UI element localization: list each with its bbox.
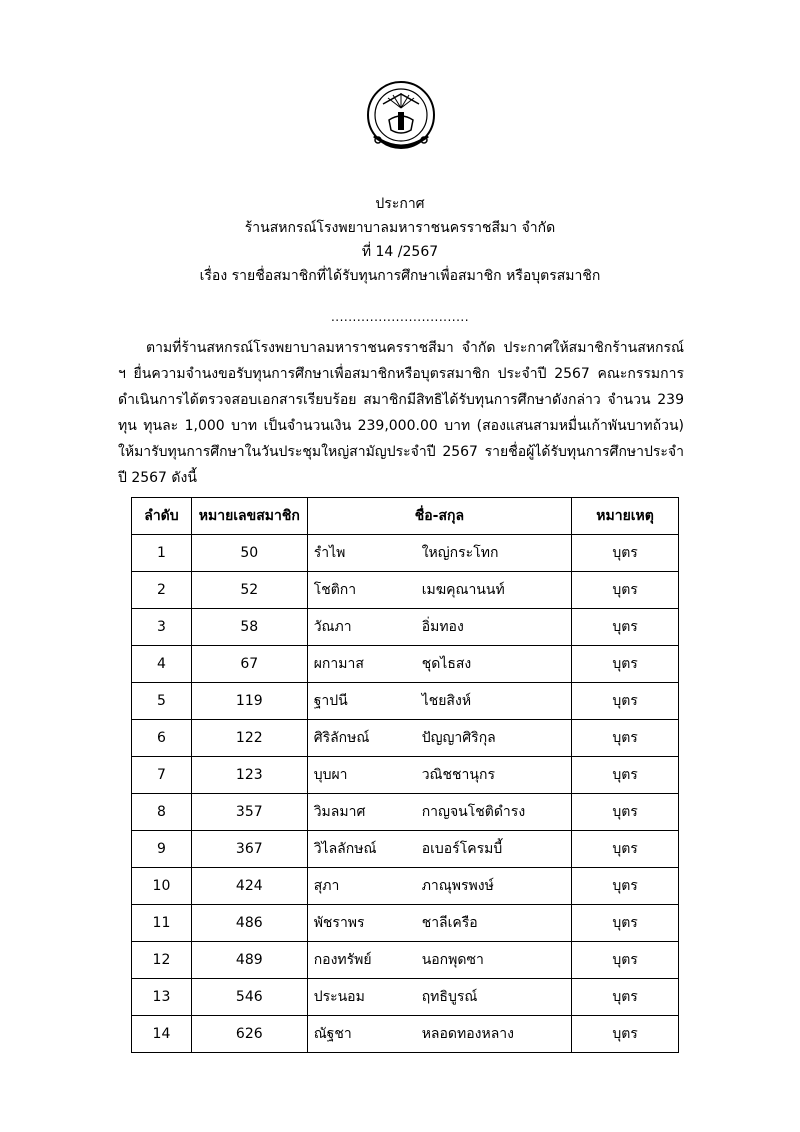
row-first-name: ประนอม — [313, 989, 365, 1005]
organization-name: ร้านสหกรณ์โรงพยาบาลมหาราชนครราชสีมา จำกัด — [244, 220, 556, 236]
row-name — [307, 683, 571, 720]
row-note: บุตร — [572, 868, 679, 905]
row-no: 7 — [132, 757, 192, 794]
cooperative-seal-icon — [358, 74, 444, 160]
row-note: บุตร — [572, 831, 679, 868]
table-row — [132, 868, 679, 905]
row-note: บุตร — [572, 794, 679, 831]
row-first-name: วัณภา — [313, 619, 352, 635]
row-name — [307, 646, 571, 683]
row-name — [307, 535, 571, 572]
header-note: หมายเหตุ — [572, 498, 679, 535]
row-no: 9 — [132, 831, 192, 868]
row-no: 12 — [132, 942, 192, 979]
announcement-subject: เรื่อง รายชื่อสมาชิกที่ได้รับทุนการศึกษาเพื่อสมาชิก หรือบุตรสมาชิก — [199, 268, 601, 284]
row-name — [307, 831, 571, 868]
row-name — [307, 572, 571, 609]
body-paragraph: ตามที่ร้านสหกรณ์โรงพยาบาลมหาราชนครราชสีมา จำกัด ประกาศให้สมาชิกร้านสหกรณ์ ฯ ยื่นความจำนงขอรับทุนการศึกษาเพื่อสมาชิกหรือบุตรสมาชิก ประจำปี 2567 คณะกรรมการดำเนินการได้ตรวจสอบเอกสารเรียบร้อย สมาชิกมีสิทธิได้รับทุนการศึกษาดังกล่าว จำนวน 239 ทุน ทุนละ 1,000 บาท เป็นจำนวนเงิน 239,000.00 บาท (สองแสนสามหมื่นเก้าพันบาทถ้วน) ให้มารับทุนการศึกษาในวันประชุมใหญ่สามัญประจำปี 2567 รายชื่อผู้ได้รับทุนการศึกษาประจำปี 2567 ดังนี้ — [118, 340, 684, 486]
row-first-name: รำไพ — [313, 545, 346, 561]
row-first-name: กองทรัพย์ — [313, 952, 372, 968]
row-no: 8 — [132, 794, 192, 831]
row-no: 3 — [132, 609, 192, 646]
row-last-name: ภาณุพรพงษ์ — [421, 878, 494, 894]
row-note: บุตร — [572, 646, 679, 683]
row-first-name: วิไลลักษณ์ — [313, 841, 377, 857]
row-member-id: 486 — [191, 905, 307, 942]
row-no: 6 — [132, 720, 192, 757]
table-row — [132, 535, 679, 572]
table-row — [132, 1016, 679, 1053]
row-member-id: 67 — [191, 646, 307, 683]
row-last-name: หลอดทองหลาง — [421, 1026, 514, 1042]
row-note: บุตร — [572, 757, 679, 794]
row-first-name: บุบผา — [313, 767, 348, 783]
row-name — [307, 794, 571, 831]
announcement-label: ประกาศ — [375, 196, 425, 212]
row-note: บุตร — [572, 535, 679, 572]
row-name — [307, 905, 571, 942]
table-row — [132, 794, 679, 831]
row-no: 5 — [132, 683, 192, 720]
table-row — [132, 757, 679, 794]
row-note: บุตร — [572, 942, 679, 979]
row-member-id: 357 — [191, 794, 307, 831]
table-row — [132, 831, 679, 868]
table-row — [132, 979, 679, 1016]
row-member-id: 626 — [191, 1016, 307, 1053]
header-member-id: หมายเลขสมาชิก — [191, 498, 307, 535]
row-member-id: 52 — [191, 572, 307, 609]
row-last-name: ชุดไธสง — [421, 656, 472, 672]
row-last-name: อิ่มทอง — [421, 619, 464, 635]
row-name — [307, 1016, 571, 1053]
table-row — [132, 683, 679, 720]
row-note: บุตร — [572, 979, 679, 1016]
row-member-id: 123 — [191, 757, 307, 794]
row-last-name: เมฆคุณานนท์ — [421, 582, 505, 598]
row-no: 2 — [132, 572, 192, 609]
row-note: บุตร — [572, 1016, 679, 1053]
row-last-name: ชาลีเครือ — [421, 915, 478, 931]
row-note: บุตร — [572, 683, 679, 720]
row-no: 4 — [132, 646, 192, 683]
header-separator: ................................ — [330, 310, 470, 324]
row-name — [307, 609, 571, 646]
row-note: บุตร — [572, 720, 679, 757]
row-name — [307, 757, 571, 794]
header-name: ชื่อ-สกุล — [307, 498, 571, 535]
row-name — [307, 979, 571, 1016]
row-no: 1 — [132, 535, 192, 572]
row-name — [307, 942, 571, 979]
row-first-name: โชติกา — [313, 582, 357, 598]
row-last-name: นอกพุดซา — [421, 952, 484, 968]
row-last-name: อเบอร์โครมบี้ — [421, 841, 503, 857]
row-no: 10 — [132, 868, 192, 905]
table-row — [132, 609, 679, 646]
row-first-name: ณัฐชา — [313, 1026, 352, 1042]
row-first-name: ฐาปนี — [313, 693, 348, 709]
row-member-id: 424 — [191, 868, 307, 905]
announcement-number: ที่ 14 /2567 — [361, 244, 439, 260]
row-name — [307, 868, 571, 905]
row-member-id: 58 — [191, 609, 307, 646]
row-last-name: วณิชชานุกร — [421, 767, 495, 783]
table-row — [132, 905, 679, 942]
row-last-name: กาญจนโชติดำรง — [421, 804, 526, 820]
table-row — [132, 646, 679, 683]
row-last-name: ใหญ่กระโทก — [421, 545, 499, 561]
row-first-name: ผกามาส — [313, 656, 364, 672]
row-first-name: วิมลมาศ — [313, 804, 366, 820]
row-member-id: 50 — [191, 535, 307, 572]
row-note: บุตร — [572, 609, 679, 646]
header-no: ลำดับ — [132, 498, 192, 535]
announcement-body — [118, 335, 684, 491]
row-member-id: 546 — [191, 979, 307, 1016]
row-member-id: 367 — [191, 831, 307, 868]
row-member-id: 489 — [191, 942, 307, 979]
row-first-name: ศิริลักษณ์ — [313, 730, 370, 746]
row-last-name: ฤทธิบูรณ์ — [421, 989, 478, 1005]
row-first-name: สุภา — [313, 878, 340, 894]
row-no: 14 — [132, 1016, 192, 1053]
announcement-header — [0, 192, 800, 288]
row-no: 11 — [132, 905, 192, 942]
table-header-row — [132, 498, 679, 535]
row-note: บุตร — [572, 572, 679, 609]
row-name — [307, 720, 571, 757]
row-member-id: 119 — [191, 683, 307, 720]
row-first-name: พัชราพร — [313, 915, 365, 931]
row-no: 13 — [132, 979, 192, 1016]
row-note: บุตร — [572, 905, 679, 942]
row-last-name: ไชยสิงห์ — [421, 693, 472, 709]
table-row — [132, 572, 679, 609]
row-last-name: ปัญญาศิริกุล — [421, 730, 496, 746]
table-row — [132, 720, 679, 757]
recipients-table — [131, 497, 679, 1053]
row-member-id: 122 — [191, 720, 307, 757]
table-row — [132, 942, 679, 979]
